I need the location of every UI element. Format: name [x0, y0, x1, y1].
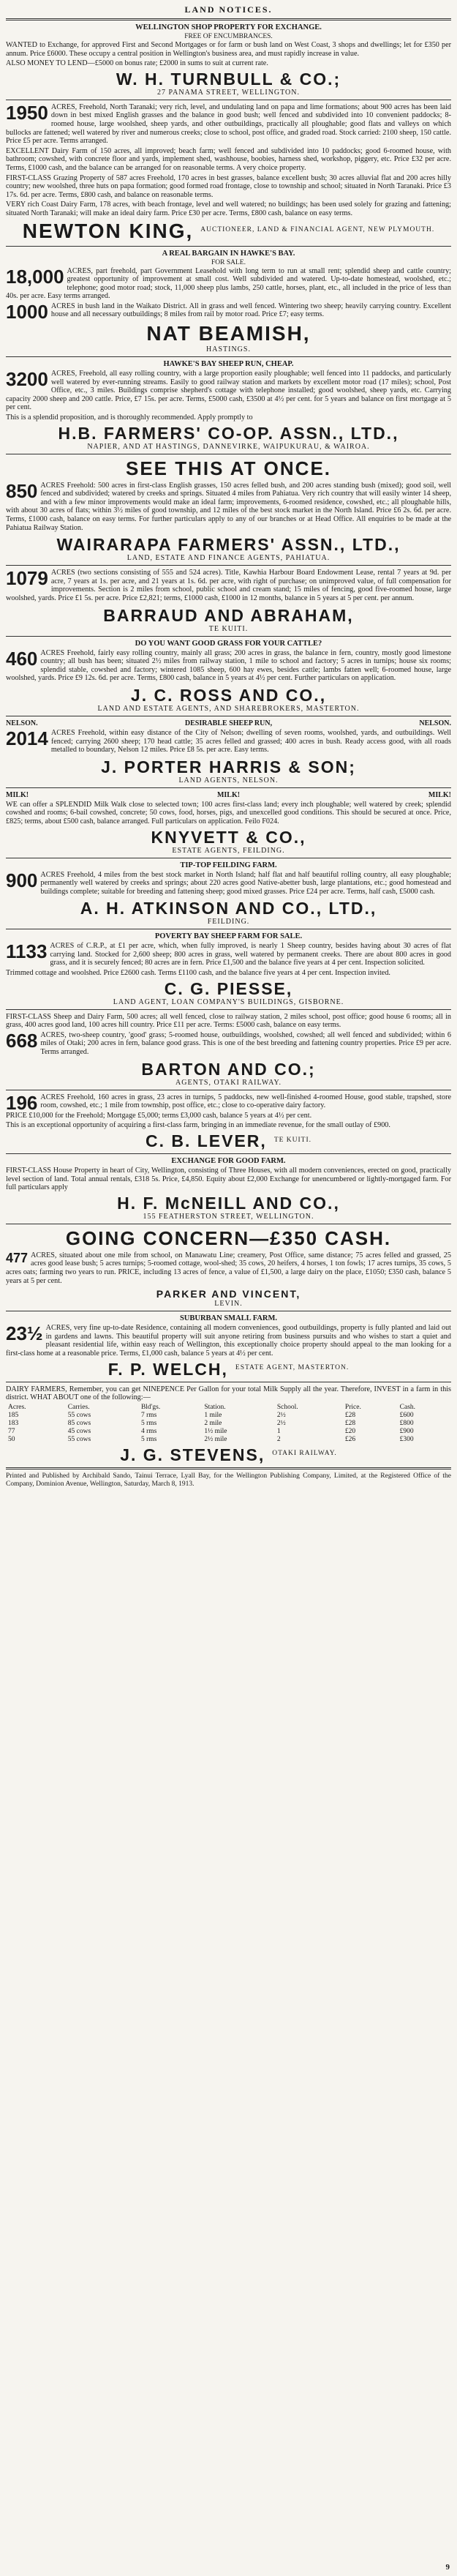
agent-address: TE KUITI. [208, 624, 249, 633]
agent-block [6, 1131, 451, 1150]
table-cell: 1½ mile [204, 1427, 227, 1435]
table-row [6, 1420, 451, 1428]
table-cell: £28 [344, 1419, 356, 1427]
ad-hawkes-bay-sheep-run [6, 360, 451, 451]
table-header: Acres. [8, 1403, 26, 1411]
table-header: School. [276, 1403, 298, 1411]
table-cell: £28 [344, 1411, 356, 1419]
agent-address: 155 FEATHERSTON STREET, WELLINGTON. [143, 1212, 314, 1221]
agent-address: ESTATE AGENTS, FEILDING. [172, 846, 285, 855]
ad-lead-number: 1079 [6, 567, 48, 590]
ad-body: ACRES, very fine up-to-date Residence, containing all modern conveniences, good outbuildings, property is fully planted and laid out in gardens and lawns. This beautiful property will suit anyone retiring from business pursuits and who wishes to start a quiet and pleasant residential life, within easy reach of Wellington, this exceptionally choice property should appeal to the man looking for a first-class home at a reasonable price. Terms, £1,000 cash, balance 5 years at 4½ per cent. [6, 1324, 451, 1358]
table-cell: 7 rms [140, 1411, 157, 1419]
ad-heading: A REAL BARGAIN IN HAWKE'S BAY. [162, 249, 295, 258]
agent-address: FEILDING. [207, 918, 250, 926]
agent-address: AGENTS, OTAKI RAILWAY. [175, 1078, 282, 1087]
ad-extra: FIRST-CLASS Grazing Property of 587 acres Freehold, 170 acres in best grasses, balance excellent bush; 30 acres alluvial flat and 200 acres hilly country; new woolshed, three huts on papa formation; good formed road frontage, close to township and school; situated in North Taranaki. Price £3 17s. 6d. per acre. Terms, £800 cash, and balance on reasonable terms. [6, 173, 451, 199]
page-mark: 9 [445, 2563, 450, 2572]
page-title: LAND NOTICES. [184, 4, 273, 15]
table-header: Bld'gs. [140, 1403, 161, 1411]
ad-heading: DO YOU WANT GOOD GRASS FOR YOUR CATTLE? [135, 639, 322, 648]
table-cell: £900 [399, 1427, 414, 1435]
ad-heading: HAWKE'S BAY SHEEP RUN, CHEAP. [163, 360, 294, 369]
ad-extra-2: VERY rich Coast Dairy Farm, 178 acres, with beach frontage, level and well watered; no buildings; has been used solely for grazing and fattening; situated North Taranaki; will make an ideal dairy farm. Price £30 per acre. Terms, £800 cash, balance on easy terms. [6, 201, 451, 217]
ad-body: ACRES Freehold: 500 acres in first-class English grasses, 150 acres felled bush, and 200 acres standing bush (mixed); good soil, well fenced and subdivided; watered by creeks and springs. Situated 4 miles from Pahiatua. Very rich country that will easily winter 14 sheep, and with a few minor improvements would make an ideal farm; improvements, 6-roomed residence, cowshed, etc.; all ploughable hills, with about 30 acres of flats; within 3½ miles of good township, and 12 miles of the best stock market in the North Island. Price £6 2s. 6d. per acre. Terms, £1000 cash, balance on easy terms. For further particulars apply to any of our branches or at Head Office. All enquiries to be made at the Pahiatua Railway Station. [6, 481, 451, 532]
ad-lead-number: 900 [6, 869, 38, 891]
ad-heading-left: MILK! [6, 790, 29, 799]
agent-address: LAND AND ESTATE AGENTS, AND SHAREBROKERS, MASTERTON. [97, 704, 360, 713]
table-cell: 77 [8, 1427, 15, 1435]
agent-address: AUCTIONEER, LAND & FINANCIAL AGENT, NEW PLYMOUTH. [200, 226, 435, 233]
table-cell: 2½ [276, 1411, 286, 1419]
ad-body: ACRES of C.R.P., at £1 per acre, which, when fully improved, is nearly 1 Sheep country, besides having about 30 acres of flat carrying land. Stocked for 2,600 sheep; 800 acres in grass, well watered by permanent creeks. There are about 800 acres in good grass, and it is securely fenced; 80 acres are in fern. Price £1,500 and the balance five years at 4 per cent. Inspection solicited. [50, 942, 451, 967]
ad-shop-exchange [6, 23, 451, 97]
agent-address: HASTINGS. [206, 345, 251, 354]
ad-heading: TIP-TOP FEILDING FARM. [180, 861, 277, 869]
ad-lead-number: 460 [6, 647, 38, 670]
divider [6, 1153, 451, 1154]
divider [6, 246, 451, 247]
ad-suburban-small-farm [6, 1314, 451, 1378]
ad-body-2: ACRES in bush land in the Waikato District. All in grass and well fenced. Wintering two sheep; heavily carrying country. Excellent house and all necessary outbuildings; 8 miles from rail by motor road. Price £7; easy terms. [50, 302, 451, 319]
ad-lead-number: 196 [6, 1091, 38, 1114]
ad-heading: DESIRABLE SHEEP RUN, [184, 719, 273, 727]
divider [6, 1467, 451, 1469]
price-table [6, 1404, 451, 1444]
ad-heading: GOING CONCERN—£350 CASH. [65, 1227, 392, 1249]
table-cell: 183 [8, 1419, 19, 1427]
ad-note: EXCELLENT Dairy Farm of 150 acres, all improved; beach farm; well fenced and subdivided into 10 paddocks; good 6-roomed house, with bathroom; cowshed, with concrete floor and yards, implement shed, washhouse, boobies, harness shed, workshop, piggery, etc. Price £32 per acre. Terms, £1000 cash, and the balance can be arranged for on reasonable terms. A very choice property. [6, 146, 451, 172]
ad-subheading: FOR SALE. [211, 258, 246, 266]
ad-lead-number: 3200 [6, 368, 48, 391]
ad-body: ACRES Freehold, 160 acres in grass, 23 acres in turnips, 5 paddocks, new well-finished 4-roomed House, good stable, trapshed, store room, cowshed, etc.; 1 mile from township, post office, etc.; close to co-operative dairy factory. [40, 1093, 451, 1110]
ad-lead-number: 23½ [6, 1322, 43, 1345]
table-header: Cash. [399, 1403, 416, 1411]
ad-body: FIRST-CLASS House Property in heart of City, Wellington, consisting of Three Houses, with all modern conveniences, erected on good, practically level section of land. Total annual rentals, £318 5s. Price, £4,850. Equity about £2,000 Exchange for unencumbered or lightly-mortgaged farm. For full particulars apply [6, 1167, 451, 1192]
ad-exchange-good-farm [6, 1157, 451, 1221]
table-row [6, 1428, 451, 1436]
ad-heading-row [6, 719, 451, 727]
agent-address: TE KUITI. [273, 1136, 312, 1144]
agent-name: J. G. STEVENS, [120, 1445, 265, 1464]
agent-address: 27 PANAMA STREET, WELLINGTON. [156, 88, 301, 97]
table-cell: 5 rms [140, 1435, 157, 1443]
ad-lead-number: 2014 [6, 727, 48, 749]
ad-lead-number: 18,000 [6, 265, 64, 288]
ad-lead-number: 477 [6, 1250, 29, 1265]
ad-see-this [6, 457, 451, 563]
ad-heading: WELLINGTON SHOP PROPERTY FOR EXCHANGE. [135, 23, 322, 31]
table-cell: 185 [8, 1411, 19, 1419]
ad-body: FIRST-CLASS Sheep and Dairy Farm, 500 acres; all well fenced, close to railway station, 2 miles school, post office; good house 6 rooms; all in grass, 400 acres good land, 100 acres hill country. Price £11 per acre. Terms: £5000 cash, balance on easy terms. [6, 1012, 451, 1030]
table-row [6, 1412, 451, 1420]
ad-heading: MILK! [216, 790, 241, 799]
ad-body: ACRES, Freehold, all easy rolling country, with a large proportion easily ploughable; well fenced into 11 paddocks, and particularly well watered by ever-running streams. Easily to good railway station and markets by excellent motor road (17 miles); school, Post Office, etc., 3 miles. Buildings comprise shepherd's cottage with telephone installed; good woolshed, sheep yards, etc. Carrying capacity 2000 sheep and 200 cattle. Price, £7 15s. per acre. Terms, £5000 cash, £3500 at 4½ per cent. for 5 years and balance on first mortgage at 5 per cent. [6, 370, 451, 412]
ad-body: ACRES, situated about one mile from school, on Manawatu Line; creamery, Post Office, same distance; 75 acres felled and grassed, 25 acres good lease bush; 5 acres turnips; 5-roomed cottage, wool-shed; 35 cows, 20 heifers, 4 horses, 1 ton fowls; 17 acres turnips, 35 cows, 5 acres oats; farming two years to run. PRICE, including 13 acres of fence, a value of £1,500, a large dairy on the place, £1050; £350 cash, balance 5 years at 5 per cent. [6, 1251, 451, 1285]
agent-address: ESTATE AGENT, MASTERTON. [235, 1364, 350, 1372]
ad-hawkes-bay-bargain [6, 250, 451, 354]
agent-name: WAIRARAPA FARMERS' ASSN., LTD., [56, 535, 401, 555]
agent-name: BARTON AND CO.; [141, 1059, 316, 1079]
agent-name: C. G. PIESSE, [164, 978, 293, 998]
agent-name: A. H. ATKINSON AND CO., LTD., [80, 899, 377, 918]
ad-milk-walk [6, 791, 451, 855]
table-cell: 45 cows [67, 1427, 91, 1435]
table-header-row [6, 1404, 451, 1412]
divider [6, 18, 451, 20]
ad-body: ACRES, Freehold, North Taranaki; very rich, level, and undulating land on papa and lime formations; about 900 acres has been laid down in best mixed English grasses and the balance in good bush; well fenced and subdivided into 10 convenient paddocks; 8-roomed house, large woolshed, sheep yards, and other outbuildings, practically all ploughable; good flats and valleys on which bullocks are fattened; well watered by river and numerous creeks; close to school, post office, and graded road. Stock carried: 2100 sheep, 150 cattle. Price £5 per acre. Terms arranged. [6, 102, 451, 146]
ad-body: ACRES Freehold, fairly easy rolling country, mainly all grass; 200 acres in grass, the balance in fern, country, mostly good limestone country; all bush has been; situated 2½ miles from railway station, 1 mile to school and factory; 5 acres in turnips; house six rooms; splendid stable, cowshed and factory; wintered 1085 sheep, 600 hay ewes, besides cattle; lambs fatten well; 6-roomed house, large woolshed, yards. Price £9 12s. 6d. per acre. Terms, £800 cash, balance in 5 years at 4½ per cent. Further particulars on application. [6, 648, 451, 683]
ad-heading-left: NELSON. [6, 719, 38, 727]
table-cell: 2½ [276, 1419, 286, 1427]
ad-dairy-farmers [6, 1385, 451, 1464]
table-cell: £800 [399, 1419, 414, 1427]
table-cell: 2 mile [204, 1419, 222, 1427]
divider [6, 356, 451, 357]
agent-name: W. H. TURNBULL & CO.; [116, 69, 341, 89]
divider [6, 787, 451, 788]
ad-note: This is a splendid proposition, and is thoroughly recommended. Apply promptly to [6, 413, 253, 422]
table-cell: 55 cows [67, 1411, 91, 1419]
table-cell: £600 [399, 1411, 414, 1419]
table-cell: £300 [399, 1435, 414, 1443]
table-cell: 1 [276, 1427, 281, 1435]
ad-subheading: FREE OF ENCUMBRANCES. [184, 33, 273, 40]
ad-lead-number: 850 [6, 479, 38, 502]
ad-good-grass [6, 640, 451, 713]
agent-address: LEVIN. [214, 1300, 243, 1308]
ad-lead-number: 1133 [6, 940, 48, 963]
ad-body: ACRES Freehold, 4 miles from the best stock market in North Island; half flat and half beautiful rolling country, all easy ploughable; permanently well watered by creeks and springs; about 220 acres good Native-abetter bush, large plantations, etc.; good homestead and buildings complete; suitable for breeding and fattening sheep; good mixed grasses. Price £24 per acre. Terms, half cash, £5000 cash. [40, 870, 451, 896]
agent-address: LAND AGENTS, NELSON. [178, 776, 279, 785]
agent-block [6, 1445, 451, 1464]
table-header: Price. [344, 1403, 361, 1411]
agent-block [6, 220, 451, 243]
agent-name: NEWTON KING, [22, 219, 194, 242]
agent-name: BARRAUD AND ABRAHAM, [103, 605, 354, 625]
table-cell: 2½ mile [204, 1435, 227, 1443]
ad-extra: This is an exceptional opportunity of acquiring a first-class farm, bringing in an immediate revenue, for the small outlay of £900. [6, 1121, 390, 1130]
ad-feilding-farm [6, 861, 451, 926]
agent-address: OTAKI RAILWAY. [272, 1450, 337, 1458]
divider [6, 1009, 451, 1010]
ad-lead-number: 1950 [6, 101, 48, 124]
agent-name: NAT BEAMISH, [146, 322, 311, 345]
ad-body: DAIRY FARMERS, Remember, you can get NINEPENCE Per Gallon for your total Milk Supply all the year. Therefore, INVEST in a farm in this district. WHAT ABOUT one of the following:— [6, 1385, 451, 1402]
table-header: Station. [204, 1403, 226, 1411]
ad-lead-number-2: 1000 [6, 300, 48, 323]
ad-nelson-sheep-run [6, 719, 451, 785]
agent-address: NAPIER, AND AT HASTINGS, DANNEVIRKE, WAIPUKURAU, & WAIROA. [87, 442, 370, 451]
table-cell: 85 cows [67, 1419, 91, 1427]
table-cell: £20 [344, 1427, 356, 1435]
ad-lead-number-2: 668 [6, 1029, 38, 1052]
table-cell: 4 rms [140, 1427, 157, 1435]
ad-te-kuiti-freehold [6, 1093, 451, 1150]
table-header: Carries. [67, 1403, 90, 1411]
agent-name: H.B. FARMERS' CO-OP. ASSN., LTD., [58, 423, 399, 443]
table-cell: 5 rms [140, 1419, 157, 1427]
table-row [6, 1436, 451, 1444]
ad-heading-row [6, 791, 451, 799]
table-cell: £26 [344, 1435, 356, 1443]
agent-address: LAND, ESTATE AND FINANCE AGENTS, PAHIATUA. [126, 554, 331, 563]
agent-name: KNYVETT & CO., [151, 827, 306, 847]
ad-body: ACRES (two sections consisting of 555 and 524 acres). Title, Kawhia Harbour Board Endowment Lease, rental 7 years at 9d. per acre, 7 years at 1s. per acre, and 21 years at 1s. 6d. per acre, with right of purchase; on unimproved value, of full compensation for improvements. Section is 2 miles from school, public school and cream stand; 15 miles of fencing, good five-roomed house, large woolshed, yards. Price £1 5s. per acre. Price £2,821; terms, £1000 cash, £1000 in 12 months, balance in 5 years at 5 per cent. per annum. [6, 569, 451, 602]
agent-name: H. F. McNEILL AND CO., [117, 1193, 340, 1213]
ad-heading: EXCHANGE FOR GOOD FARM. [171, 1157, 286, 1165]
table-cell: 50 [8, 1435, 15, 1443]
ad-heading: SUBURBAN SMALL FARM. [179, 1314, 278, 1323]
divider [6, 636, 451, 637]
agent-name: F. P. WELCH, [107, 1359, 228, 1379]
ad-body-2: ACRES, two-sheep country, 'good' grass; 5-roomed house, outbuildings, woolshed, cowshed; all well fenced and subdivided; within 6 miles of Otaki; 200 acres in fern, balance good grass. This is one of the best breeding and fattening country properties. Price £9 per acre. Terms arranged. [40, 1030, 451, 1057]
ad-kawhia-lease [6, 569, 451, 632]
agent-name: PARKER AND VINCENT, [156, 1288, 301, 1300]
ad-note: Trimmed cottage and woolshed. Price £2600 cash. Terms £1100 cash, and the balance five years at 4 per cent. Inspection invited. [6, 969, 390, 978]
agent-name: C. B. LEVER, [145, 1131, 267, 1150]
agent-name: J. PORTER HARRIS & SON; [101, 757, 356, 776]
table-cell: 1 mile [204, 1411, 222, 1419]
ad-going-concern [6, 1227, 451, 1308]
agent-name: J. C. ROSS AND CO., [130, 685, 327, 705]
ad-heading: SEE THIS AT ONCE. [125, 457, 332, 479]
ad-poverty-bay [6, 932, 451, 1006]
ad-note: ALSO MONEY TO LEND—£5000 on bonus rate; £2000 in sums to suit at current rate. [6, 59, 268, 68]
table-cell: 2 [276, 1435, 281, 1443]
divider [6, 565, 451, 566]
ad-heading-right: NELSON. [419, 719, 451, 727]
ad-north-taranaki [6, 103, 451, 243]
ad-body: WANTED to Exchange, for approved First and Second Mortgages or for farm or bush land on West Coast, 3 shops and dwellings; let for £350 per annum. Price £6000. These occupy a central position in Wellington's business area, and must rapidly increase in value. [6, 41, 451, 58]
ad-note: PRICE £10,000 for the Freehold; Mortgage £5,000; terms £3,000 cash, balance 5 years at 4½ per cent. [6, 1111, 312, 1120]
ad-body: ACRES, part freehold, part Government Leasehold with long term to run at small rent; splendid sheep and cattle country; greatest opportunity of improvement at small cost. Well subdivided and watered. Up-to-date homestead, woolshed, etc.; telephone; good motor road; stock, 11,000 sheep plus lambs, 250 cattle, horses, plant, etc., all included in the price of less than 40s. per acre. Easy terms arranged. [6, 266, 451, 301]
agent-address: LAND AGENT, LOAN COMPANY'S BUILDINGS, GISBORNE. [113, 997, 344, 1006]
agent-block [6, 1360, 451, 1379]
ad-heading-right: MILK! [428, 790, 451, 799]
ad-body: WE can offer a SPLENDID Milk Walk close to selected town; 100 acres first-class land; every inch ploughable; well watered by creek; splendid cowshed and rooms; 6-bail cowshed, concrete; 50 cows, food, horses, pigs, and unexcelled good conditions. This should be secured at once. Price, £825; terms, about £500 cash, balance arranged. Full particulars on application. Feilo F024. [6, 800, 451, 825]
ad-otaki-farms [6, 1013, 451, 1087]
ad-body: ACRES Freehold, within easy distance of the City of Nelson; dwelling of seven rooms, woolshed, yards, and outbuildings. Well fenced; carrying 2600 sheep; 170 head cattle; 35 acres felled and grassed; 400 acres in bush. Ready access good, with all roads metalled to boundary, Nelson 12 miles. Price £8 5s. per acre. Easy terms. [50, 728, 451, 755]
table-cell: 55 cows [67, 1435, 91, 1443]
imprint-footer: Printed and Published by Archibald Sando, Tainui Terrace, Lyall Bay, for the Wellington Publishing Company, Limited, at the Registered Office of the Company, Dominion Avenue, Wellington, Saturday, March 8, 1913. [6, 1472, 451, 1488]
ad-heading: POVERTY BAY SHEEP FARM FOR SALE. [154, 932, 303, 941]
